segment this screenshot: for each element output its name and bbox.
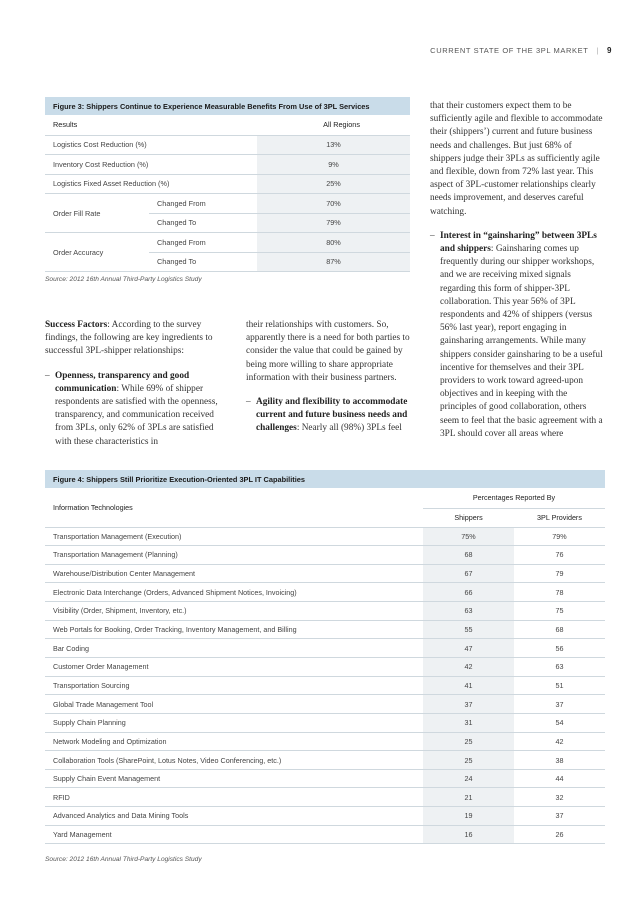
shippers-value: 55 — [423, 620, 514, 639]
col-results-header: Results — [45, 115, 257, 135]
shippers-value: 25 — [423, 751, 514, 770]
providers-value: 56 — [514, 639, 605, 658]
table-row — [45, 676, 605, 695]
tech-name: Transportation Sourcing — [45, 676, 423, 695]
tech-name: Web Portals for Booking, Order Tracking, Inventory Management, and Billing — [45, 620, 423, 639]
tech-name: Advanced Analytics and Data Mining Tools — [45, 807, 423, 826]
shippers-value: 19 — [423, 807, 514, 826]
agility-continuation: that their customers expect them to be sufficiently agile and flexible to accommodate their (shippers’) current and future business needs and challenges. But just 68% of shippers judge their 3PLs as sufficiently agile and flexible, down from 72% last year. This aspect of 3PL-customer relationships clearly needs improvement, and deserves careful watching. — [430, 101, 603, 217]
changed-to-label: Changed To — [149, 213, 257, 233]
bullet-agility-text: : Nearly all (98%) 3PLs feel — [296, 423, 402, 434]
row-label: Logistics Cost Reduction (%) — [45, 135, 257, 155]
tech-name: RFID — [45, 788, 423, 807]
table-row — [45, 769, 605, 788]
figure-3-title: Figure 3: Shippers Continue to Experience Measurable Benefits From Use of 3PL Services — [45, 97, 410, 115]
page-number: 9 — [606, 46, 612, 55]
row-label: Logistics Fixed Asset Reduction (%) — [45, 174, 257, 194]
providers-value: 68 — [514, 620, 605, 639]
tech-name: Network Modeling and Optimization — [45, 732, 423, 751]
shippers-value: 75% — [423, 527, 514, 546]
tech-name: Bar Coding — [45, 639, 423, 658]
tech-name: Warehouse/Distribution Center Management — [45, 564, 423, 583]
figure-4-table — [45, 488, 605, 844]
col-group-header: Percentages Reported By — [423, 488, 605, 508]
table-row — [45, 174, 410, 194]
bullet-gainsharing-text: : Gainsharing comes up frequently during our shipper workshops, and we are receiving mixed signals regarding this form of shipper-3PL collaboration. This year 56% of 3PL respondents and 42% of shippers (versus 56% last year), report engaging in gainsharing arrangements. While many shippers consider gainsharing to be a useful incentive for themselves and their 3PL providers to work toward agreed-upon objectives and in keeping with the principles of good collaboration, others seem to feel that the basic agreement with a 3PL should cover all areas where — [440, 244, 603, 439]
tech-name: Collaboration Tools (SharePoint, Lotus Notes, Video Conferencing, etc.) — [45, 751, 423, 770]
shippers-value: 16 — [423, 825, 514, 844]
figure-3 — [45, 97, 410, 272]
providers-value: 32 — [514, 788, 605, 807]
bullet-openness-text: : While 69% of shipper respondents are satisfied with the openness, transparency, and communication received from 3PLs, only 62% of 3PLs are satisfied with these characteristics in — [55, 383, 218, 447]
shippers-value: 42 — [423, 657, 514, 676]
providers-value: 38 — [514, 751, 605, 770]
order-accuracy-from-value: 80% — [257, 233, 410, 253]
table-row — [45, 527, 605, 546]
text-column-3 — [430, 100, 605, 441]
bullet-dash: – — [430, 230, 435, 241]
tech-name: Global Trade Management Tool — [45, 695, 423, 714]
bullet-dash: – — [246, 397, 251, 408]
bullet-gainsharing — [430, 230, 605, 441]
table-row — [45, 732, 605, 751]
table-row — [45, 546, 605, 565]
changed-to-label: Changed To — [149, 252, 257, 272]
providers-value: 44 — [514, 769, 605, 788]
bullet-agility — [246, 396, 414, 436]
bullet-dash: – — [45, 370, 50, 381]
tech-name: Electronic Data Interchange (Orders, Advanced Shipment Notices, Invoicing) — [45, 583, 423, 602]
changed-from-label: Changed From — [149, 194, 257, 214]
tech-name: Visibility (Order, Shipment, Inventory, etc.) — [45, 602, 423, 621]
col-3pl-header: 3PL Providers — [514, 508, 605, 527]
tech-name: Transportation Management (Planning) — [45, 546, 423, 565]
shippers-value: 47 — [423, 639, 514, 658]
shippers-value: 66 — [423, 583, 514, 602]
col-shippers-header: Shippers — [423, 508, 514, 527]
providers-value: 54 — [514, 713, 605, 732]
header-separator: | — [596, 46, 599, 55]
providers-value: 76 — [514, 546, 605, 565]
section-title: CURRENT STATE OF THE 3PL MARKET — [430, 46, 589, 55]
providers-value: 37 — [514, 807, 605, 826]
table-row — [45, 602, 605, 621]
shippers-value: 24 — [423, 769, 514, 788]
order-accuracy-label: Order Accuracy — [45, 233, 149, 272]
tech-name: Yard Management — [45, 825, 423, 844]
figure-4 — [45, 470, 605, 844]
providers-value: 79% — [514, 527, 605, 546]
figure-4-source: Source: 2012 16th Annual Third-Party Logistics Study — [45, 856, 202, 863]
shippers-value: 21 — [423, 788, 514, 807]
bullet-agility-heading: Agility and flexibility to accommodate current and future business needs and challenges — [256, 397, 408, 434]
table-row — [45, 695, 605, 714]
table-row — [45, 155, 410, 175]
shippers-value: 25 — [423, 732, 514, 751]
row-label: Inventory Cost Reduction (%) — [45, 155, 257, 175]
tech-name: Supply Chain Event Management — [45, 769, 423, 788]
order-fill-label: Order Fill Rate — [45, 194, 149, 233]
order-fill-from-value: 70% — [257, 194, 410, 214]
table-row — [45, 135, 410, 155]
row-value: 25% — [257, 174, 410, 194]
shippers-value: 63 — [423, 602, 514, 621]
table-row — [45, 233, 410, 253]
shippers-value: 67 — [423, 564, 514, 583]
success-factors-text: : According to the survey findings, the following are key ingredients to successful 3PL-shipper relationships: — [45, 320, 213, 357]
shippers-value: 31 — [423, 713, 514, 732]
figure-3-source: Source: 2012 16th Annual Third-Party Logistics Study — [45, 276, 202, 283]
page-header — [430, 46, 612, 55]
openness-continuation: their relationships with customers. So, apparently there is a need for both parties to consider the value that could be gained by being more willing to share appropriate information with their business partners. — [246, 320, 410, 383]
changed-from-label: Changed From — [149, 233, 257, 253]
bullet-openness — [45, 370, 225, 449]
table-row — [45, 713, 605, 732]
bullet-gainsharing-heading: Interest in “gainsharing” between 3PLs and shippers — [440, 230, 597, 255]
providers-value: 51 — [514, 676, 605, 695]
table-row — [45, 564, 605, 583]
providers-value: 42 — [514, 732, 605, 751]
table-row — [45, 657, 605, 676]
providers-value: 78 — [514, 583, 605, 602]
table-row — [45, 194, 410, 214]
text-column-2 — [246, 319, 414, 436]
figure-3-table — [45, 115, 410, 272]
providers-value: 75 — [514, 602, 605, 621]
figure-4-title: Figure 4: Shippers Still Prioritize Execution-Oriented 3PL IT Capabilities — [45, 470, 605, 488]
providers-value: 37 — [514, 695, 605, 714]
row-value: 13% — [257, 135, 410, 155]
tech-name: Transportation Management (Execution) — [45, 527, 423, 546]
bullet-openness-heading: Openness, transparency and good communication — [55, 370, 190, 394]
providers-value: 79 — [514, 564, 605, 583]
tech-name: Supply Chain Planning — [45, 713, 423, 732]
tech-name: Customer Order Management — [45, 657, 423, 676]
text-column-1 — [45, 319, 225, 449]
order-fill-to-value: 79% — [257, 213, 410, 233]
col-info-tech-header: Information Technologies — [45, 488, 423, 527]
shippers-value: 41 — [423, 676, 514, 695]
table-row — [45, 751, 605, 770]
shippers-value: 68 — [423, 546, 514, 565]
success-factors-paragraph — [45, 319, 225, 359]
table-row — [45, 788, 605, 807]
col-all-regions-header: All Regions — [257, 115, 410, 135]
success-factors-heading: Success Factors — [45, 320, 108, 330]
table-row — [45, 807, 605, 826]
table-header-row — [45, 488, 605, 508]
table-row — [45, 825, 605, 844]
order-accuracy-to-value: 87% — [257, 252, 410, 272]
shippers-value: 37 — [423, 695, 514, 714]
table-row — [45, 639, 605, 658]
providers-value: 26 — [514, 825, 605, 844]
row-value: 9% — [257, 155, 410, 175]
table-row — [45, 583, 605, 602]
providers-value: 63 — [514, 657, 605, 676]
table-header-row — [45, 115, 410, 135]
table-row — [45, 620, 605, 639]
